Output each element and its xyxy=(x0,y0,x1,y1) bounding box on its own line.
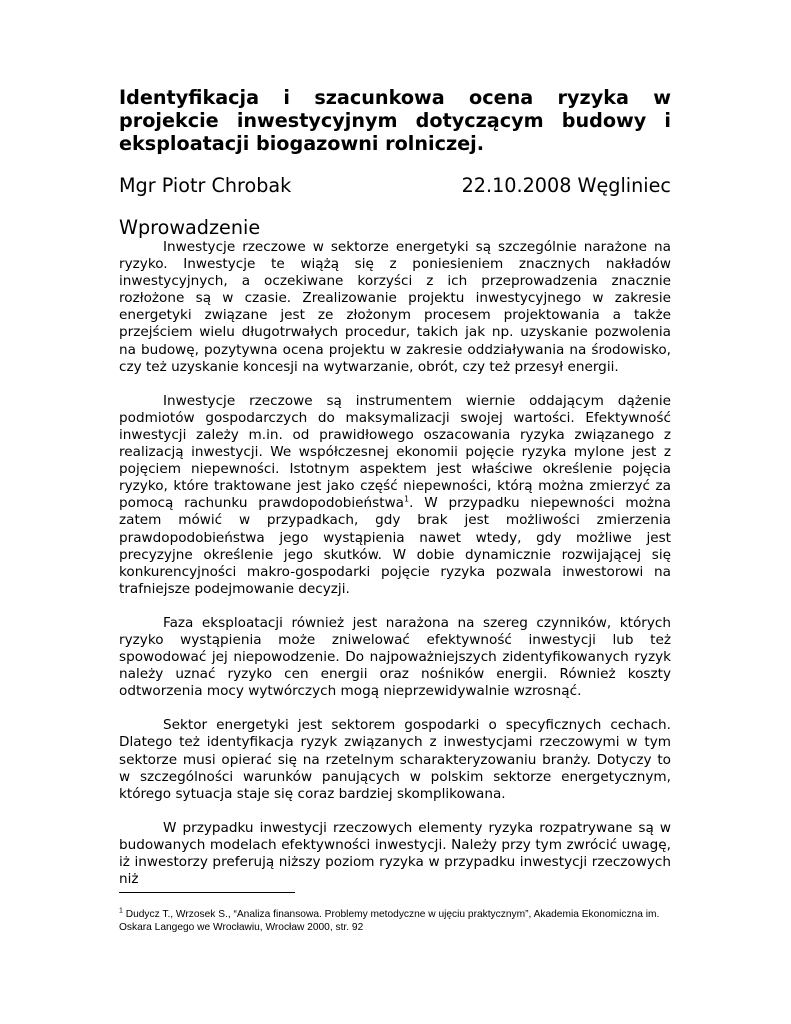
footnote-marker: 1 xyxy=(119,907,123,915)
footnote xyxy=(119,908,671,934)
footnote-reference[interactable]: 1 xyxy=(404,494,410,504)
paragraph-2-part-2: . W przypadku niepewności można zatem mówić w przypadkach, gdy brak jest możliwości zmierzenia prawdopodobieństwa jego wystąpienia nawet wtedy, gdy możliwe jest precyzyjne określenie jego skutków. W dobie dynamicznie rozwijającej się konkurencyjności makro-gospodarki pojęcie ryzyka pozwala inwestorowi na trafniejsze podejmowanie decyzji. xyxy=(119,495,671,597)
paragraph-2-part-1: Inwestycje rzeczowe są instrumentem wiernie oddającym dążenie podmiotów gospodarczych do maksymalizacji swojej wartości. Efektywność inwestycji zależy m.in. od prawidłowego oszacowania ryzyka związanego z realizacją inwestycji. We współczesnej ekonomii pojęcie ryzyka mylone jest z pojęciem niepewności. Istotnym aspektem jest właściwe określenie pojęcia ryzyko, które traktowane jest jako część niepewności, którą można zmierzyć za pomocą rachunku prawdopodobieństwa xyxy=(119,392,671,512)
document-title: Identyfikacja i szacunkowa ocena ryzyka w projekcie inwestycyjnym dotyczącym budowy i eksploatacji biogazowni rolniczej. xyxy=(119,86,671,155)
author-name: Mgr Piotr Chrobak xyxy=(119,174,292,197)
author-date-row xyxy=(119,174,671,197)
paragraph-3: Faza eksploatacji również jest narażona na szereg czynników, których ryzyko wystąpienia może zniwelować efektywność inwestycji lub też spowodować jej niepowodzenie. Do najpoważniejszych zidentyfikowanych ryzyk należy uznać ryzyko cen energii oraz nośników energii. Również koszty odtworzenia mocy wytwórczych mogą nieprzewidywalnie wzrosnąć. xyxy=(119,614,671,700)
date-place: 22.10.2008 Węgliniec xyxy=(461,174,671,197)
paragraph-1: Inwestycje rzeczowe w sektorze energetyki są szczególnie narażone na ryzyko. Inwestycje te wiążą się z poniesieniem znacznych nakładów inwestycyjnych, a oczekiwane korzyści z ich przeprowadzenia znacznie rozłożone są w czasie. Zrealizowanie projektu inwestycyjnego w zakresie energetyki związane jest ze złożonym procesem projektowania a także przejściem wielu długotrwałych procedur, takich jak np. uzyskanie pozwolenia na budowę, pozytywna ocena projektu w zakresie oddziaływania na środowisko, czy też uzyskanie koncesji na wytwarzanie, obrót, czy też przesył energii. xyxy=(119,239,671,375)
paragraph-2 xyxy=(119,393,671,598)
section-heading: Wprowadzenie xyxy=(119,216,261,239)
document-body xyxy=(119,86,671,905)
paragraph-4: Sektor energetyki jest sektorem gospodarki o specyficznych cechach. Dlatego też identyfikacja ryzyk związanych z inwestycjami rzeczowymi w tym sektorze musi opierać się na rzetelnym scharakteryzowaniu branży. Dotyczy to w szczególności warunków panujących w polskim sektorze energetycznym, którego sytuacja staje się coraz bardziej skomplikowana. xyxy=(119,717,671,802)
paragraph-5: W przypadku inwestycji rzeczowych elementy ryzyka rozpatrywane są w budowanych modelach efektywności inwestycji. Należy przy tym zwrócić uwagę, iż inwestorzy preferują niższy poziom ryzyka w przypadku inwestycji rzeczowych niż xyxy=(119,819,671,888)
footnote-divider xyxy=(119,892,295,893)
footnote-text: Dudycz T., Wrzosek S., “Analiza finansowa. Problemy metodyczne w ujęciu praktycznym”, Akademia Ekonomiczna im. Oskara Langego we Wrocławiu, Wrocław 2000, str. 92 xyxy=(119,909,660,933)
